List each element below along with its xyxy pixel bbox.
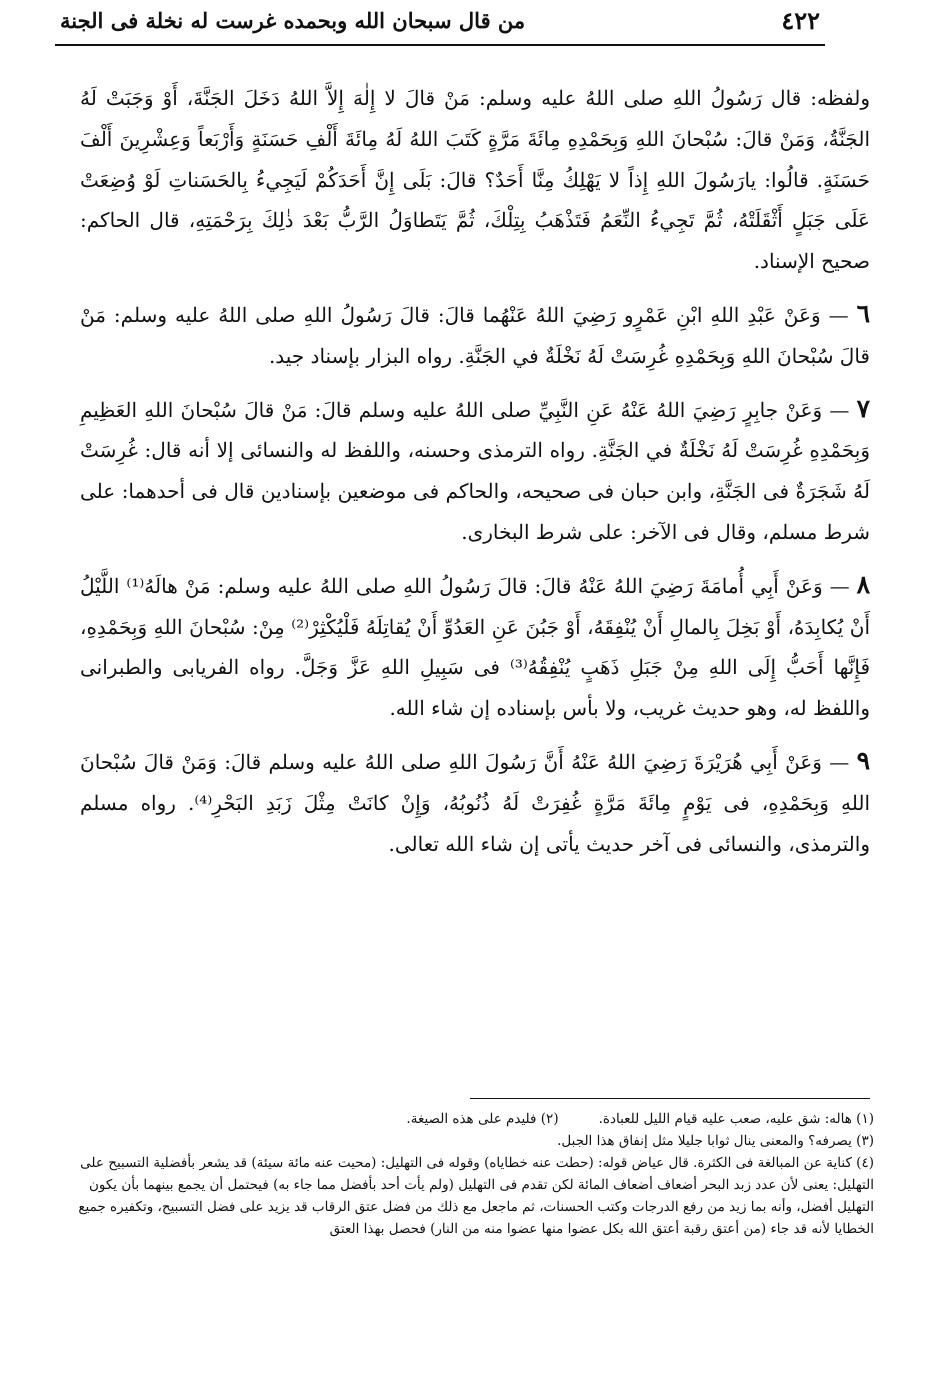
footnote-row: [74, 1108, 874, 1130]
hadith-text: — وَعَنْ أَبِي أُمامَةَ رَضِيَ اللهُ عَنْهُ قالَ: قالَ رَسُولُ اللهِ صلى اللهُ عليه وسلم: مَنْ هالَهُ⁽¹⁾ اللَّيْلُ أَنْ يُكابِدَهُ، أَوْ بَخِلَ بِالمالِ أَنْ يُنْفِقَهُ، أَوْ جَبُنَ عَنِ العَدُوِّ أَنْ يُقاتِلَهُ فَلْيُكْثِرْ⁽²⁾ مِنْ: سُبْحانَ اللهِ وَبِحَمْدِهِ، فَإِنَّها أَحَبُّ إِلَى اللهِ مِنْ جَبَلِ ذَهَبٍ يُنْفِقُهُ⁽³⁾ فى سَبِيلِ اللهِ عَزَّ وَجَلَّ. رواه الفريابى والطبرانى واللفظ له، وهو حديث غريب، ولا بأس بإسناده إن شاء الله.: [80, 573, 871, 721]
hadith-7: [80, 389, 870, 553]
main-text: [80, 78, 870, 864]
hadith-text: — وَعَنْ جابِرٍ رَضِيَ اللهُ عَنْهُ عَنِ النَّبِيِّ صلى اللهُ عليه وسلم قالَ: مَنْ قالَ سُبْحانَ اللهِ العَظِيمِ وَبِحَمْدِهِ غُرِسَتْ لَهُ نَخْلَةٌ في الجَنَّةِ. رواه الترمذى وحسنه، واللفظ له والنسائى إلا أنه قال: غُرِسَتْ لَهُ شَجَرَةٌ فى الجَنَّةِ، وابن حبان فى صحيحه، والحاكم فى موضعين بإسنادين قال فى أحدهما: على شرط مسلم، وقال فى الآخر: على شرط البخارى.: [80, 397, 870, 544]
paragraph-gap: [80, 377, 870, 389]
hadith-number: ٨: [856, 569, 870, 599]
page-header: [60, 0, 820, 40]
hadith-number: ٦: [856, 298, 870, 328]
hadith-number: ٩: [856, 745, 871, 775]
hadith-9: [80, 741, 870, 864]
hadith-number: ٧: [856, 393, 870, 423]
hadith-8: [80, 565, 870, 729]
hadith-5-continuation: [80, 78, 870, 282]
paragraph-gap: [80, 729, 870, 741]
paragraph-gap: [80, 553, 870, 565]
footnotes: [74, 1108, 874, 1240]
paragraph-gap: [80, 282, 870, 294]
footnote-2: (٢) فليدم على هذه الصيغة.: [406, 1111, 559, 1127]
hadith-text: — وَعَنْ أَبِي هُرَيْرَةَ رَضِيَ اللهُ عَنْهُ أَنَّ رَسُولَ اللهِ صلى اللهُ عليه وسلم قالَ: وَمَنْ قالَ سُبْحانَ اللهِ وَبِحَمْدِهِ، فى يَوْمٍ مِائَةَ مَرَّةٍ غُفِرَتْ لَهُ ذُنُوبُهُ، وَإِنْ كانَتْ مِثْلَ زَبَدِ البَحْرِ⁽⁴⁾. رواه مسلم والترمذى، والنسائى فى آخر حديث يأتى إن شاء الله تعالى.: [80, 749, 871, 856]
footnote-4: (٤) كناية عن المبالغة فى الكثرة. قال عياض قوله: (حطت عنه خطاياه) وقوله فى التهليل: (محيت عنه مائة سيئة) قد يشعر بأفضلية التسبيح على التهليل: يعنى لأن عدد زبد البحر أضعاف أضعاف المائة لكن تقدم فى التهليل (ولم يأت أحد بأفضل مما جاء به) فيحتمل أن يجمع بينهما بأن يكون التهليل أفضل، وأنه بما زيد من رفع الدرجات وكتب الحسنات، ثم ماجعل مع ذلك من فضل عتق الرقاب قد يزيد على فضل التسبيح، وتكفيره جميع الخطايا لأنه قد جاء (من أعتق رقبة أعتق الله بكل عضوا منها عضوا منه من النار) فحصل بهذا العتق: [78, 1155, 874, 1237]
page-number: ٤٢٢: [781, 5, 820, 35]
header-rule: [55, 44, 825, 46]
hadith-6: [80, 294, 870, 377]
footnote-3: (٣) يصرفه؟ والمعنى ينال ثوابا جليلا مثل إنفاق هذا الجبل.: [557, 1133, 874, 1149]
hadith-text: — وَعَنْ عَبْدِ اللهِ ابْنِ عَمْرٍو رَضِيَ اللهُ عَنْهُما قالَ: قالَ رَسُولُ اللهِ صلى اللهُ عليه وسلم: مَنْ قالَ سُبْحانَ اللهِ وَبِحَمْدِهِ غُرِسَتْ لَهُ نَخْلَةٌ في الجَنَّةِ. رواه البزار بإسناد جيد.: [80, 302, 870, 368]
footnote-1: (١) هاله: شق عليه، صعب عليه قيام الليل للعبادة.: [598, 1111, 874, 1127]
running-title: من قال سبحان الله وبحمده غرست له نخلة فى الجنة: [60, 7, 526, 33]
hadith-text: ولفظه: قال رَسُولُ اللهِ صلى اللهُ عليه وسلم: مَنْ قالَ لا إِلٰهَ إِلاَّ اللهُ دَخَلَ الجَنَّةَ، أَوْ وَجَبَتْ لَهُ الجَنَّةُ، وَمَنْ قالَ: سُبْحانَ اللهِ وَبِحَمْدِهِ مِائَةَ مَرَّةٍ كَتَبَ اللهُ لَهُ مِائَةَ أَلْفِ حَسَنَةٍ وَأَرْبَعاً وَعِشْرِينَ أَلْفَ حَسَنَةٍ. قالُوا: يارَسُولَ اللهِ إِذاً لا يَهْلِكُ مِنَّا أَحَدٌ؟ قالَ: بَلَى إِنَّ أَحَدَكُمْ لَيَجِيءُ بِالحَسَناتِ لَوْ وُضِعَتْ عَلَى جَبَلٍ أَثْقَلَتْهُ، ثُمَّ تَجِيءُ النِّعَمُ فَتَذْهَبُ بِتِلْكَ، ثُمَّ يَتَطاوَلُ الرَّبُّ بَعْدَ ذٰلِكَ بِرَحْمَتِهِ، قال الحاكم: صحيح الإسناد.: [80, 86, 870, 274]
footnote-rule: [470, 1098, 870, 1099]
